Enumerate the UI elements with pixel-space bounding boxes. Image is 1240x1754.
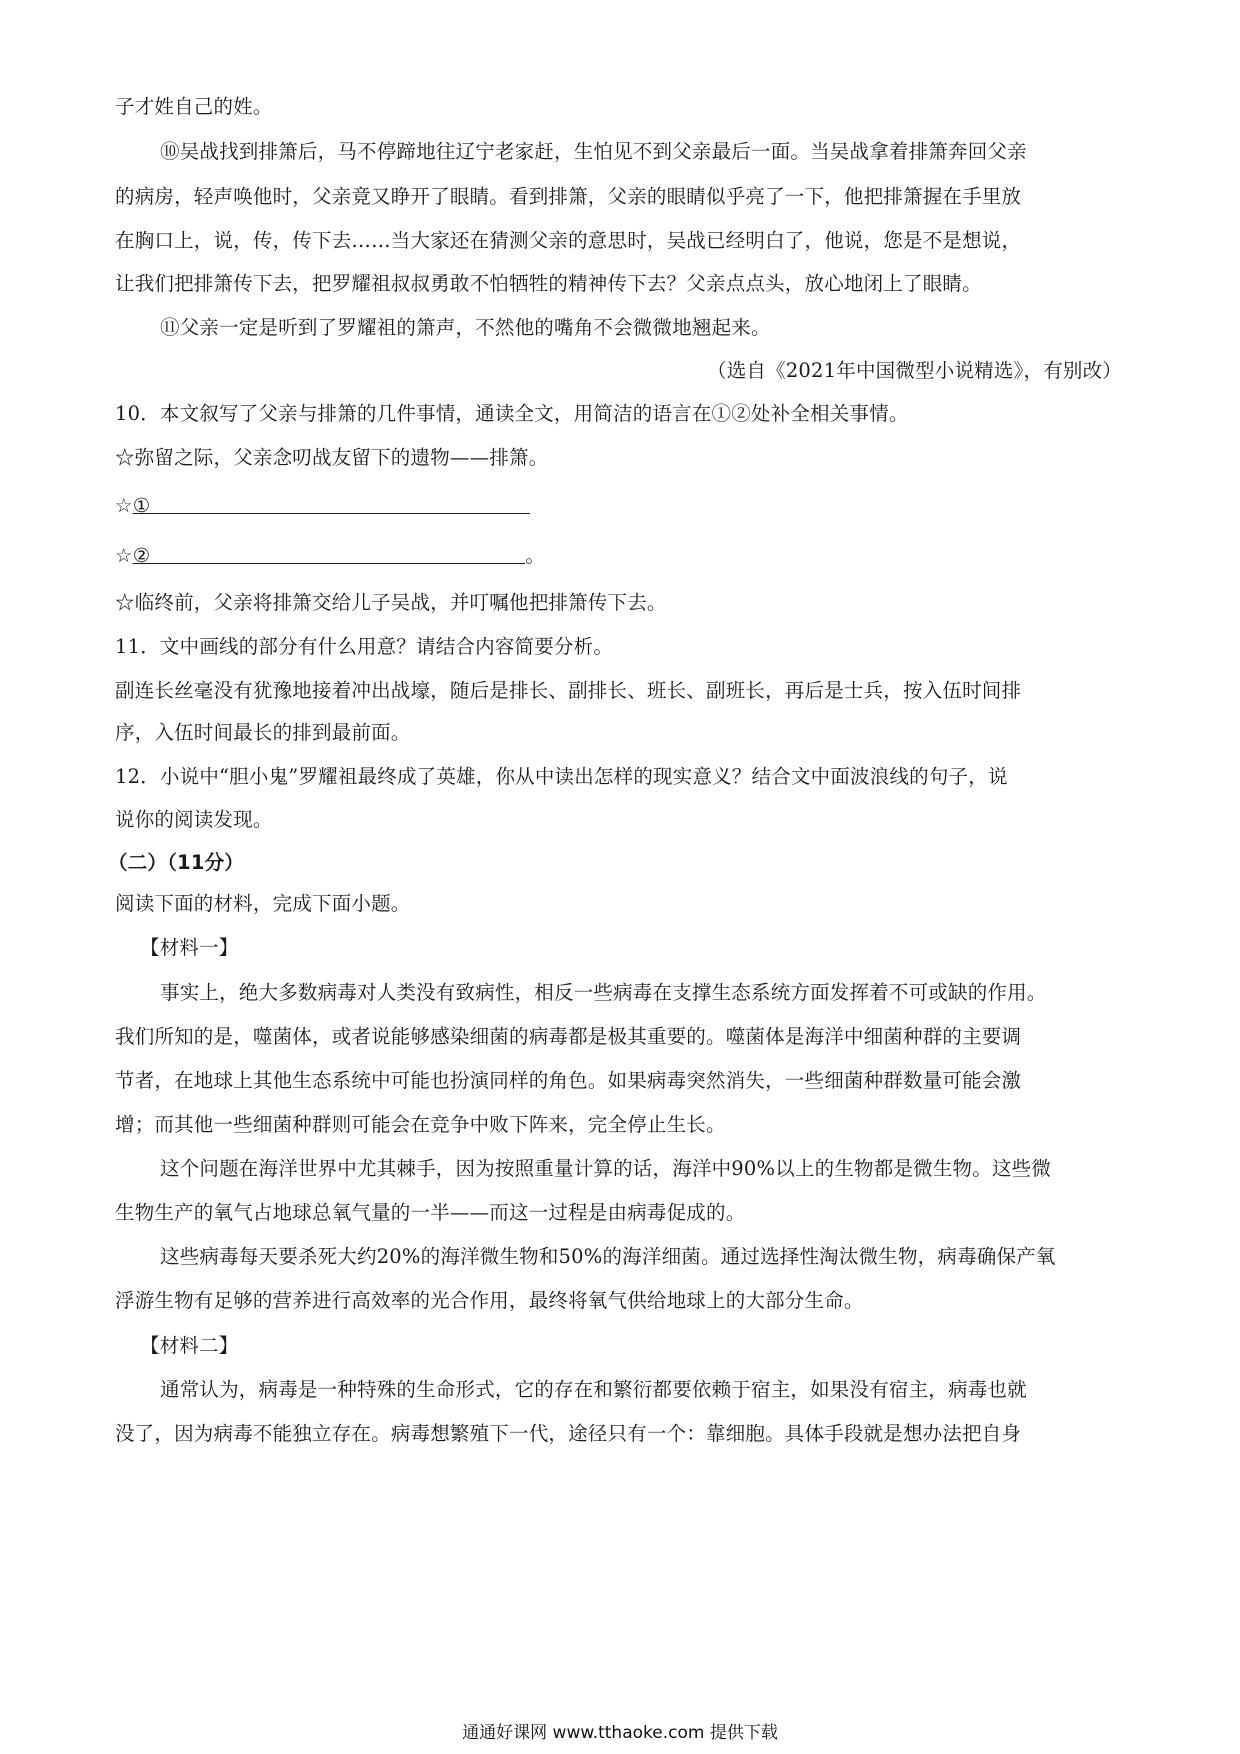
- question-12: 12．小说中“胆小鬼”罗耀祖最终成了英雄，你从中读出怎样的现实意义？结合文中面波浪线的句子，说: [115, 765, 1008, 788]
- material-1-line: 生物生产的氧气占地球总氧气量的一半——而这一过程是由病毒促成的。: [115, 1201, 746, 1224]
- text-line: 子才姓自己的姓。: [115, 95, 273, 118]
- material-1-heading: 【材料一】: [140, 936, 239, 959]
- paragraph-10-line: ⑩吴战找到排箫后，马不停蹄地往辽宁老家赶，生怕见不到父亲最后一面。当吴战拿着排箫奔回父亲: [160, 140, 1027, 163]
- page-footer: 通通好课网 www.tthaoke.com 提供下载: [462, 1723, 778, 1743]
- paragraph-11-line: ⑪父亲一定是听到了罗耀祖的箫声，不然他的嘴角不会微微地翘起来。: [160, 316, 771, 339]
- text-line: 在胸口上，说，传，传下去……当大家还在猜测父亲的意思时，吴战已经明白了，他说，您是不是想说，: [115, 229, 1022, 252]
- period: 。: [525, 544, 546, 567]
- source-citation: （选自《2021年中国微型小说精选》，有别改）: [707, 359, 1122, 382]
- event-item-1: ☆弥留之际，父亲念叨战友留下的遗物——排箫。: [115, 446, 549, 469]
- material-1-line: 节者，在地球上其他生态系统中可能也扮演同样的角色。如果病毒突然消失，一些细菌种群数量可能会激: [115, 1069, 1022, 1092]
- star-icon: ☆: [115, 544, 133, 567]
- material-2-line: 没了，因为病毒不能独立存在。病毒想繁殖下一代，途径只有一个：靠细胞。具体手段就是想办法把自身: [115, 1422, 1022, 1445]
- event-item-4: ☆临终前，父亲将排箫交给儿子吴战，并叮嘱他把排箫传下去。: [115, 591, 667, 614]
- event-item-blank-1: [115, 491, 1135, 521]
- material-2-line: 通常认为，病毒是一种特殊的生命形式，它的存在和繁衍都要依赖于宿主，如果没有宿主，病毒也就: [160, 1378, 1027, 1401]
- material-1-line: 增；而其他一些细菌种群则可能会在竞争中败下阵来，完全停止生长。: [115, 1113, 726, 1136]
- blank-number: ①: [132, 494, 151, 517]
- material-1-line: 我们所知的是，噬菌体，或者说能够感染细菌的病毒都是极其重要的。噬菌体是海洋中细菌种群的主要调: [115, 1025, 1022, 1048]
- text-line: 让我们把排箫传下去，把罗耀祖叔叔勇敢不怕牺牲的精神传下去？父亲点点头，放心地闭上了眼睛。: [115, 272, 982, 295]
- material-2-heading: 【材料二】: [140, 1334, 239, 1357]
- event-item-blank-2: [115, 541, 1135, 571]
- question-11: 11．文中画线的部分有什么用意？请结合内容简要分析。: [115, 635, 614, 658]
- question-10: 10．本文叙写了父亲与排箫的几件事情，通读全文，用简洁的语言在①②处补全相关事情。: [115, 402, 909, 425]
- material-1-line: 这些病毒每天要杀死大约20%的海洋微生物和50%的海洋细菌。通过选择性淘汰微生物，病毒确保产氧: [160, 1245, 1056, 1268]
- text-line: 的病房，轻声唤他时，父亲竟又睁开了眼睛。看到排箫，父亲的眼睛似乎亮了一下，他把排箫握在手里放: [115, 185, 1022, 208]
- quoted-text-line: 副连长丝毫没有犹豫地接着冲出战壕，随后是排长、副排长、班长、副班长，再后是士兵，按入伍时间排: [115, 679, 1022, 702]
- answer-blank-1[interactable]: [150, 491, 530, 514]
- material-1-line: 浮游生物有足够的营养进行高效率的光合作用，最终将氧气供给地球上的大部分生命。: [115, 1289, 864, 1312]
- section-heading: （二）（11分）: [108, 851, 244, 874]
- blank-number: ②: [132, 544, 151, 567]
- quoted-text-line: 序，入伍时间最长的排到最前面。: [115, 721, 411, 744]
- material-1-line: 事实上，绝大多数病毒对人类没有致病性，相反一些病毒在支撑生态系统方面发挥着不可或缺的作用。: [160, 981, 1047, 1004]
- question-12-cont: 说你的阅读发现。: [115, 808, 273, 831]
- answer-blank-2[interactable]: [150, 541, 525, 564]
- star-icon: ☆: [115, 494, 133, 517]
- section-intro: 阅读下面的材料，完成下面小题。: [115, 892, 411, 915]
- material-1-line: 这个问题在海洋世界中尤其棘手，因为按照重量计算的话，海洋中90%以上的生物都是微生物。这些微: [160, 1157, 1052, 1180]
